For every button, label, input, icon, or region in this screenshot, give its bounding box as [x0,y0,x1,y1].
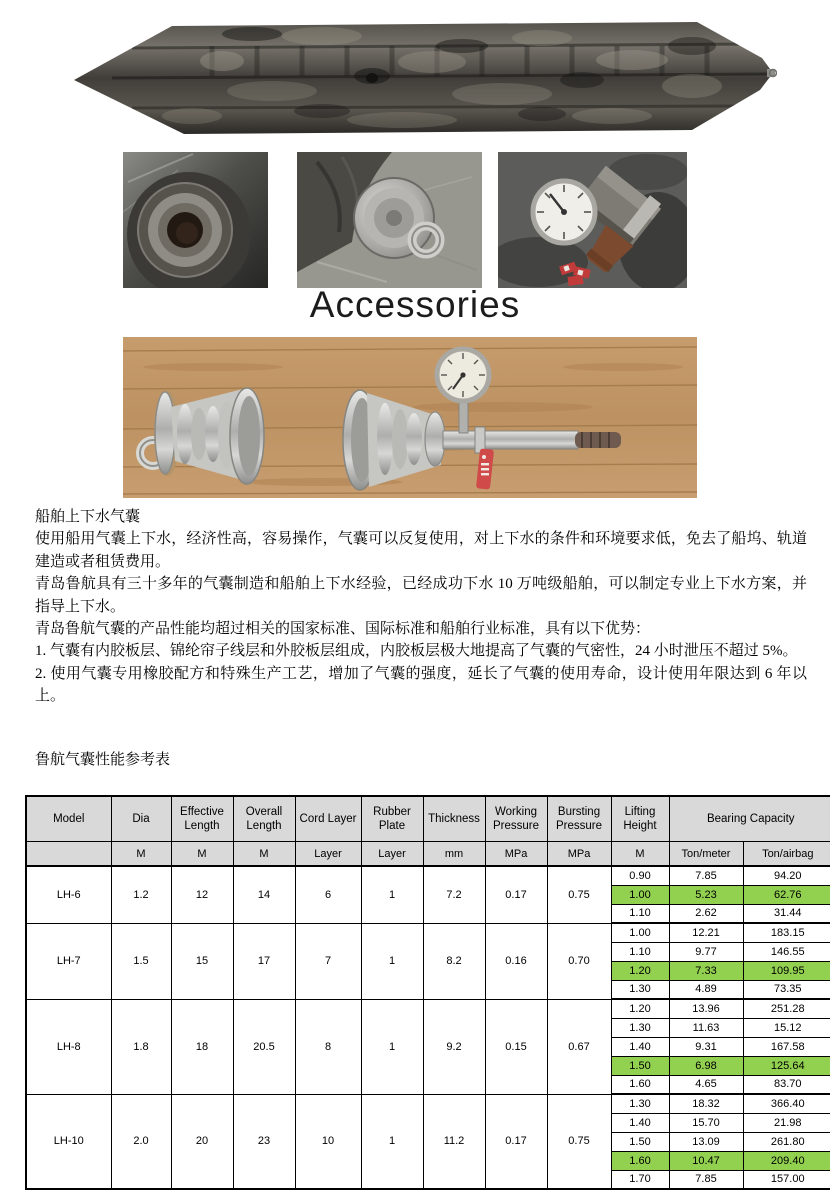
cell-dia: 2.0 [111,1094,171,1189]
col-bearing-capacity: Bearing Capacity [669,796,830,842]
cell-rubber-plate: 1 [361,999,423,1094]
cell-ton-meter: 11.63 [669,1018,743,1037]
cell-ton-airbag: 157.00 [743,1170,830,1189]
cell-lifting-height: 1.30 [611,1094,669,1113]
unit-rubber-plate: Layer [361,842,423,867]
flange-closeup-photo [123,152,268,288]
unit-dia: M [111,842,171,867]
cell-model: LH-6 [26,866,111,923]
cell-ton-airbag: 251.28 [743,999,830,1018]
cell-lifting-height: 1.10 [611,942,669,961]
intro-paragraph: 使用船用气囊上下水，经济性高，容易操作，气囊可以反复使用，对上下水的条件和环境要求低，免去了船坞、轨道建造或者租赁费用。 [35,531,807,570]
cell-ton-airbag: 261.80 [743,1132,830,1151]
cell-lifting-height: 1.20 [611,961,669,980]
cell-ton-meter: 9.31 [669,1037,743,1056]
cell-bursting-pressure: 0.75 [547,866,611,923]
accessories-photo [123,337,697,498]
cell-lifting-height: 1.00 [611,885,669,904]
cell-lifting-height: 1.60 [611,1075,669,1094]
cell-lifting-height: 0.90 [611,866,669,885]
cell-effective-length: 20 [171,1094,233,1189]
plug-with-eye-photo [297,152,482,288]
performance-table [25,795,830,1190]
col-bursting-pressure: Bursting Pressure [547,796,611,842]
col-lifting-height: Lifting Height [611,796,669,842]
intro-paragraph: 2. 使用气囊专用橡胶配方和特殊生产工艺，增加了气囊的强度，延长了气囊的使用寿命，设计使用年限达到 6 年以上。 [35,665,807,705]
cell-ton-airbag: 209.40 [743,1151,830,1170]
unit-bursting-pressure: MPa [547,842,611,867]
cell-ton-meter: 15.70 [669,1113,743,1132]
header-row [26,796,830,842]
cell-ton-airbag: 125.64 [743,1056,830,1075]
cell-effective-length: 15 [171,923,233,999]
cell-model: LH-8 [26,999,111,1094]
cell-ton-airbag: 21.98 [743,1113,830,1132]
cell-cord-layer: 8 [295,999,361,1094]
intro-paragraph: 青岛鲁航具有三十多年的气囊制造和船舶上下水经验，已经成功下水 10 万吨级船舶，可以制定专业上下水方案，并指导上下水。 [35,576,807,615]
cell-thickness: 8.2 [423,923,485,999]
hose-nipple [575,432,621,448]
cell-ton-meter: 18.32 [669,1094,743,1113]
cell-ton-meter: 5.23 [669,885,743,904]
table-row [26,1094,830,1113]
cell-ton-airbag: 73.35 [743,980,830,999]
cell-working-pressure: 0.15 [485,999,547,1094]
cell-lifting-height: 1.60 [611,1151,669,1170]
cell-ton-airbag: 83.70 [743,1075,830,1094]
cell-ton-airbag: 167.58 [743,1037,830,1056]
cell-ton-meter: 9.77 [669,942,743,961]
unit-ton-airbag: Ton/airbag [743,842,830,867]
pressure-gauge-photo [498,152,687,288]
cell-lifting-height: 1.50 [611,1132,669,1151]
table-row [26,999,830,1018]
cell-ton-meter: 7.85 [669,866,743,885]
units-row [26,842,830,867]
intro-heading: 船舶上下水气囊 [35,509,141,525]
cell-lifting-height: 1.50 [611,1056,669,1075]
airbag-nozzle-icon [767,69,776,77]
cell-overall-length: 17 [233,923,295,999]
cell-ton-airbag: 109.95 [743,961,830,980]
cell-ton-airbag: 183.15 [743,923,830,942]
cell-ton-meter: 6.98 [669,1056,743,1075]
cell-ton-airbag: 146.55 [743,942,830,961]
cell-thickness: 7.2 [423,866,485,923]
table-row [26,923,830,942]
unit-lifting-height: M [611,842,669,867]
col-thickness: Thickness [423,796,485,842]
cell-rubber-plate: 1 [361,866,423,923]
cell-lifting-height: 1.00 [611,923,669,942]
col-working-pressure: Working Pressure [485,796,547,842]
cell-bursting-pressure: 0.75 [547,1094,611,1189]
cell-lifting-height: 1.20 [611,999,669,1018]
cell-ton-meter: 4.65 [669,1075,743,1094]
col-effective-length: Effective Length [171,796,233,842]
cell-working-pressure: 0.17 [485,866,547,923]
table-row [26,866,830,885]
cell-working-pressure: 0.17 [485,1094,547,1189]
unit-ton-meter: Ton/meter [669,842,743,867]
cell-working-pressure: 0.16 [485,923,547,999]
cell-lifting-height: 1.70 [611,1170,669,1189]
cell-overall-length: 14 [233,866,295,923]
table-caption: 鲁航气囊性能参考表 [35,752,171,768]
unit-cord-layer: Layer [295,842,361,867]
marine-airbag-photo [72,16,777,138]
cell-lifting-height: 1.30 [611,1018,669,1037]
cell-thickness: 11.2 [423,1094,485,1189]
col-rubber-plate: Rubber Plate [361,796,423,842]
unit-effective-length: M [171,842,233,867]
cell-overall-length: 23 [233,1094,295,1189]
col-dia: Dia [111,796,171,842]
cell-bursting-pressure: 0.67 [547,999,611,1094]
cell-ton-meter: 13.09 [669,1132,743,1151]
cell-cord-layer: 7 [295,923,361,999]
cell-ton-airbag: 366.40 [743,1094,830,1113]
cell-ton-meter: 7.85 [669,1170,743,1189]
unit-overall-length: M [233,842,295,867]
cell-ton-meter: 10.47 [669,1151,743,1170]
cell-bursting-pressure: 0.70 [547,923,611,999]
cell-ton-airbag: 62.76 [743,885,830,904]
intro-text [35,506,807,708]
cell-rubber-plate: 1 [361,1094,423,1189]
unit-model [26,842,111,867]
col-overall-length: Overall Length [233,796,295,842]
cell-thickness: 9.2 [423,999,485,1094]
cell-overall-length: 20.5 [233,999,295,1094]
intro-paragraph: 青岛鲁航气囊的产品性能均超过相关的国家标准、国际标准和船舶行业标准，具有以下优势： [35,621,651,638]
cell-rubber-plate: 1 [361,923,423,999]
cell-cord-layer: 10 [295,1094,361,1189]
cell-ton-meter: 7.33 [669,961,743,980]
cell-ton-meter: 4.89 [669,980,743,999]
cell-ton-airbag: 94.20 [743,866,830,885]
cell-ton-meter: 13.96 [669,999,743,1018]
cell-lifting-height: 1.40 [611,1037,669,1056]
unit-working-pressure: MPa [485,842,547,867]
accessories-title: Accessories [309,284,521,325]
cell-effective-length: 18 [171,999,233,1094]
cell-dia: 1.5 [111,923,171,999]
cell-ton-meter: 12.21 [669,923,743,942]
cell-dia: 1.2 [111,866,171,923]
cell-lifting-height: 1.40 [611,1113,669,1132]
cell-model: LH-7 [26,923,111,999]
cell-ton-meter: 2.62 [669,904,743,923]
unit-thickness: mm [423,842,485,867]
cell-ton-airbag: 15.12 [743,1018,830,1037]
col-model: Model [26,796,111,842]
intro-paragraph: 1. 气囊有内胶板层、锦纶帘子线层和外胶板层组成，内胶板层极大地提高了气囊的气密性，24 小时泄压不超过 5%。 [35,643,798,660]
cell-lifting-height: 1.10 [611,904,669,923]
cell-effective-length: 12 [171,866,233,923]
cell-model: LH-10 [26,1094,111,1189]
col-cord-layer: Cord Layer [295,796,361,842]
cell-ton-airbag: 31.44 [743,904,830,923]
cell-dia: 1.8 [111,999,171,1094]
cell-lifting-height: 1.30 [611,980,669,999]
cell-cord-layer: 6 [295,866,361,923]
